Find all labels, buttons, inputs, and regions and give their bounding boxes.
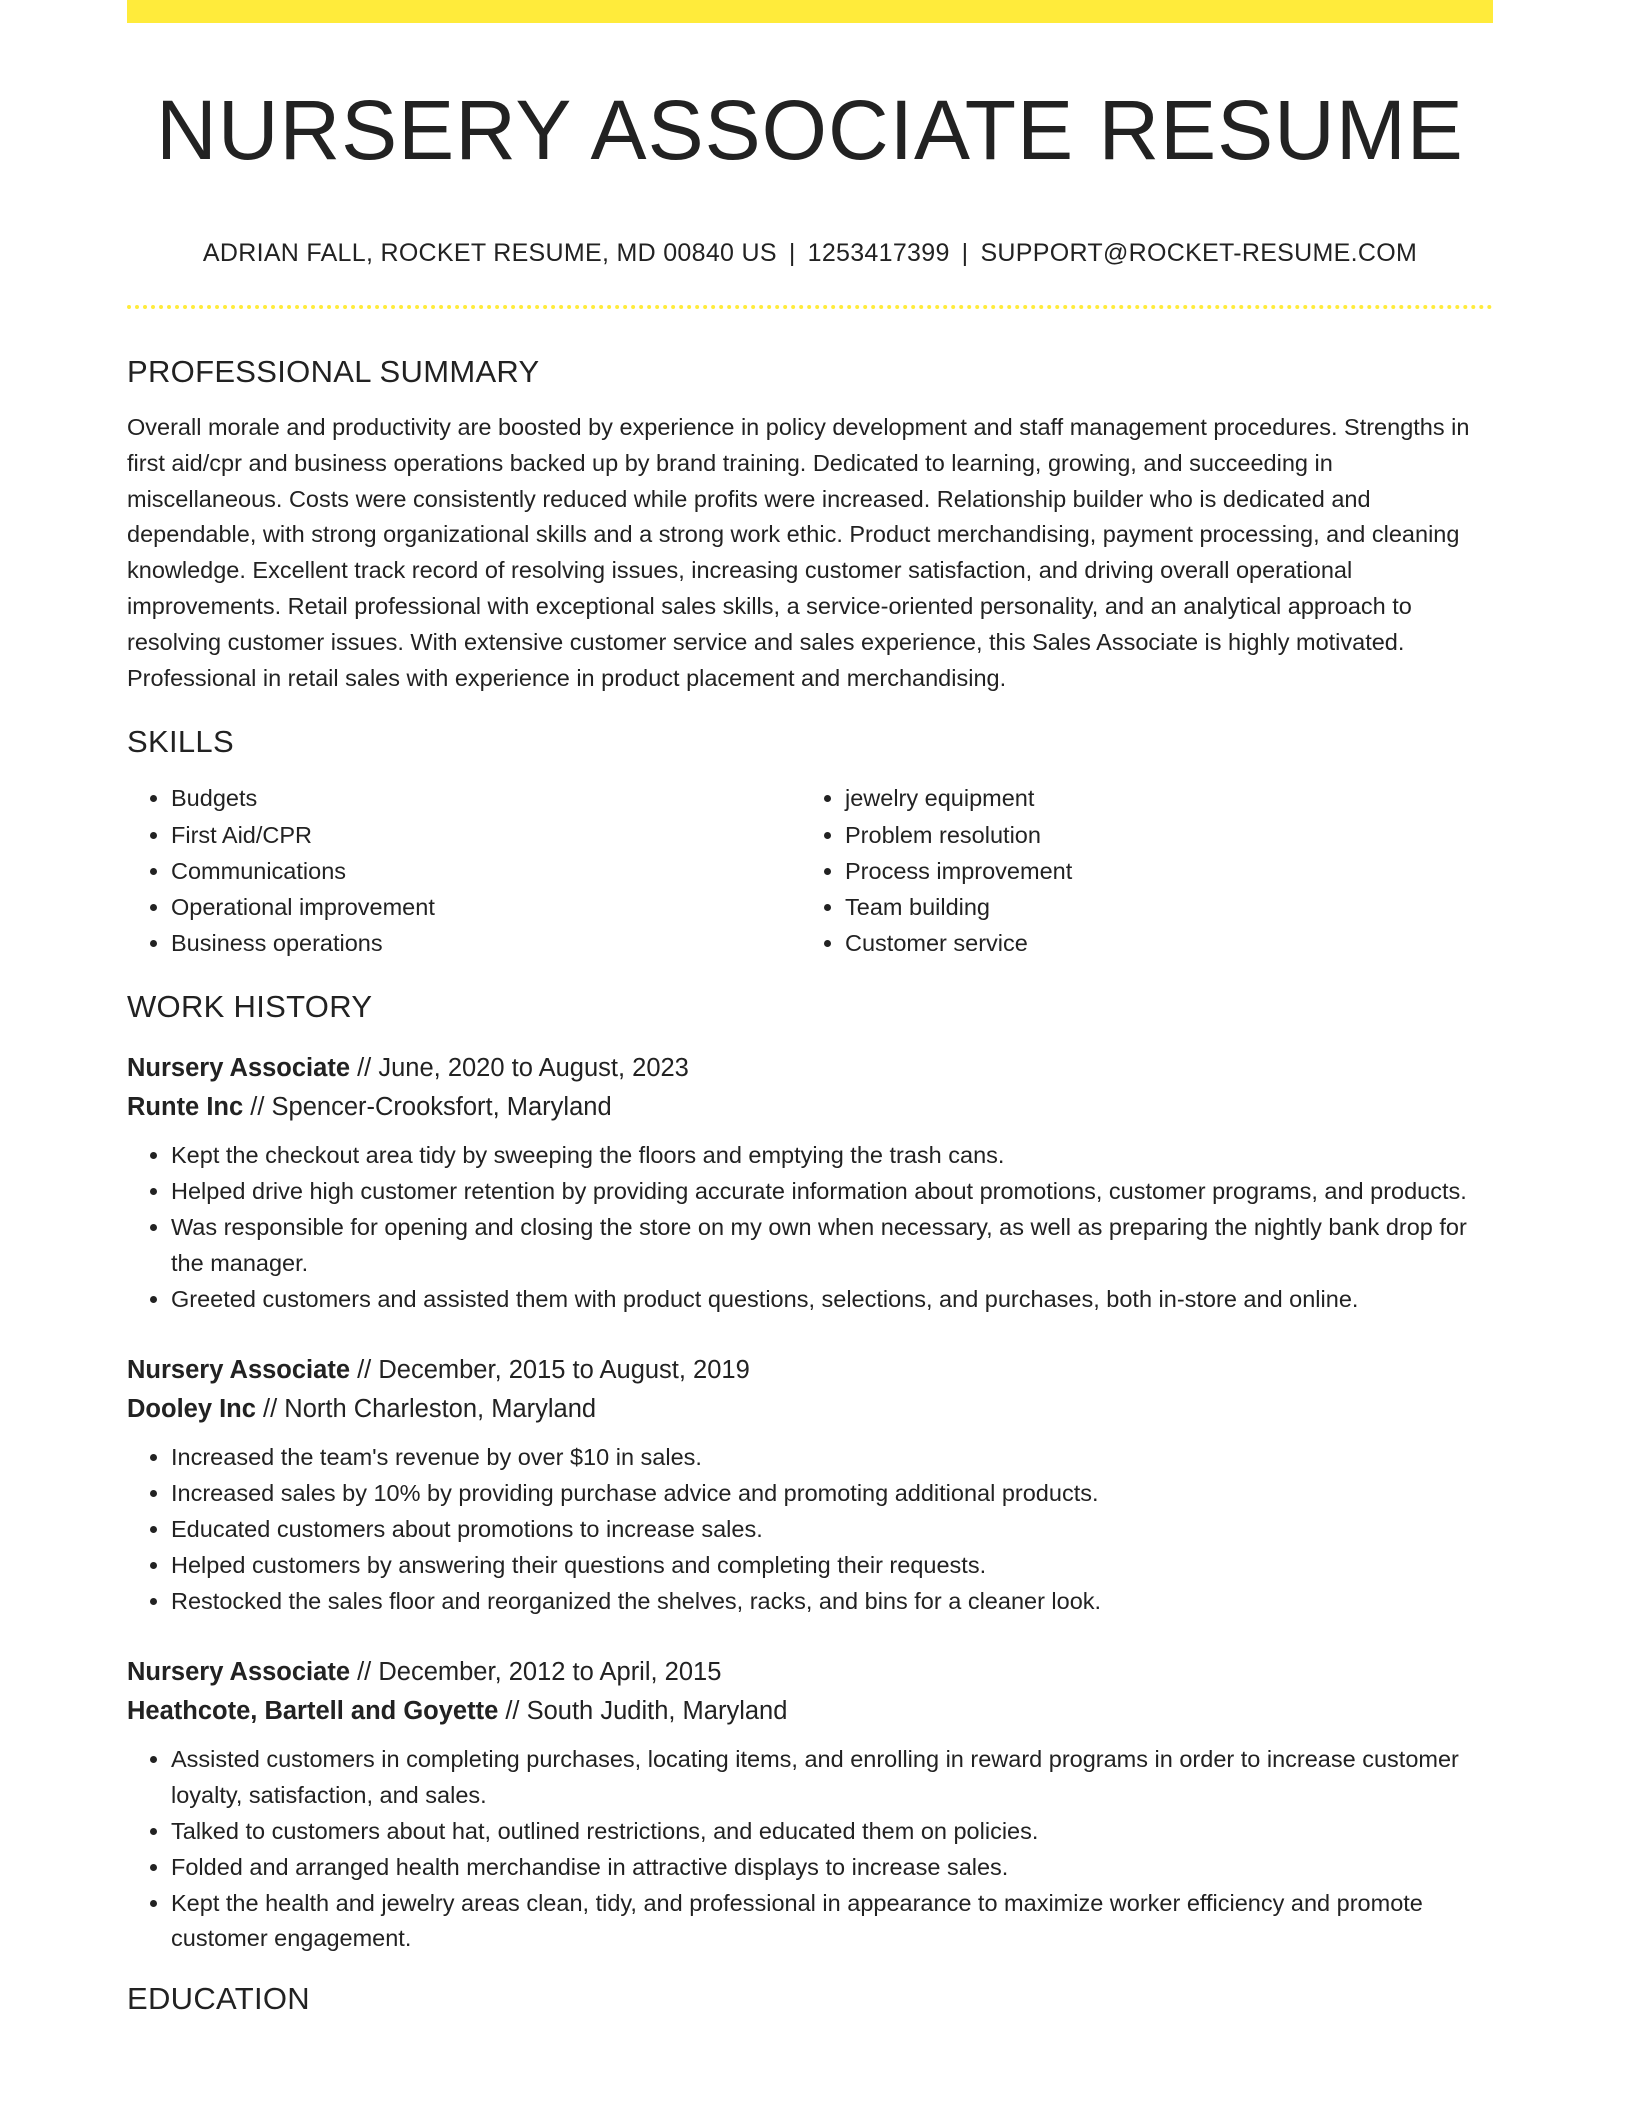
skills-heading: SKILLS — [127, 724, 234, 760]
skill-item: • Business operations — [171, 925, 801, 961]
skill-item: • Budgets — [171, 780, 801, 816]
job-location: // North Charleston, Maryland — [255, 1394, 597, 1423]
job-bullet: • Increased sales by 10% by providing purchase advice and promoting additional products. — [171, 1476, 1493, 1512]
skill-item: • Process improvement — [845, 853, 1475, 889]
job-bullets — [127, 1440, 1493, 1619]
job-bullets — [127, 1742, 1493, 1957]
job-bullet: • Restocked the sales floor and reorganized the shelves, racks, and bins for a cleaner look. — [171, 1584, 1493, 1620]
job-company-line — [127, 1692, 1493, 1731]
job-company: Heathcote, Bartell and Goyette — [127, 1696, 499, 1725]
job-location: // South Judith, Maryland — [498, 1696, 788, 1725]
job-title-line — [127, 1049, 1493, 1088]
job-bullet: • Helped customers by answering their questions and completing their requests. — [171, 1548, 1493, 1584]
job-bullets — [127, 1138, 1493, 1317]
education-section — [127, 1979, 1493, 2019]
work-history-heading: WORK HISTORY — [127, 989, 373, 1025]
skill-item: • Team building — [845, 889, 1475, 925]
job-entry — [127, 1351, 1493, 1619]
skill-item: • First Aid/CPR — [171, 817, 801, 853]
job-bullet: • Was responsible for opening and closing the store on my own when necessary, as well as preparing the nightly bank drop for the manager. — [171, 1210, 1493, 1282]
job-bullet: • Increased the team's revenue by over $10 in sales. — [171, 1440, 1493, 1476]
job-company-line — [127, 1088, 1493, 1127]
skills-columns — [127, 780, 1493, 961]
skills-list-left — [127, 780, 801, 961]
skill-item: • Operational improvement — [171, 889, 801, 925]
job-title-line — [127, 1351, 1493, 1390]
job-bullet: • Greeted customers and assisted them with product questions, selections, and purchases, both in-store and online. — [171, 1282, 1493, 1318]
job-company: Dooley Inc — [127, 1394, 256, 1423]
contact-email: SUPPORT@ROCKET-RESUME.COM — [980, 239, 1418, 267]
job-company: Runte Inc — [127, 1092, 244, 1121]
job-location: // Spencer-Crooksfort, Maryland — [243, 1092, 612, 1121]
job-title: Nursery Associate — [127, 1658, 351, 1687]
job-dates: // December, 2012 to April, 2015 — [350, 1658, 722, 1687]
skill-item: • Problem resolution — [845, 817, 1475, 853]
job-company-line — [127, 1390, 1493, 1429]
job-bullet: • Folded and arranged health merchandise in attractive displays to increase sales. — [171, 1850, 1493, 1886]
job-entry — [127, 1653, 1493, 1957]
skills-list-right — [801, 780, 1475, 961]
accent-top-bar — [127, 0, 1493, 23]
education-heading: EDUCATION — [127, 1981, 310, 2017]
page-title: NURSERY ASSOCIATE RESUME — [156, 83, 1464, 177]
skill-item: • Communications — [171, 853, 801, 889]
contact-separator: | — [788, 239, 796, 267]
summary-heading: PROFESSIONAL SUMMARY — [127, 354, 540, 389]
job-bullet: • Helped drive high customer retention by providing accurate information about promotions, customer programs, and products. — [171, 1174, 1493, 1210]
summary-section — [127, 352, 1493, 696]
job-bullet: • Educated customers about promotions to increase sales. — [171, 1512, 1493, 1548]
skill-item: • Customer service — [845, 925, 1475, 961]
contact-line — [127, 236, 1493, 270]
job-title: Nursery Associate — [127, 1054, 351, 1083]
summary-text: Overall morale and productivity are boosted by experience in policy development and staff management procedures. Strengths in first aid/cpr and business operations backed up by brand training. Dedicated to learning, growing, and succeeding in miscellaneous. Costs were consistently reduced while profits were increased. Relationship builder who is dedicated and dependable, with strong organizational skills and a strong work ethic. Product merchandising, payment processing, and cleaning knowledge. Excellent track record of resolving issues, increasing customer satisfaction, and driving overall operational improvements. Retail professional with exceptional sales skills, a service-oriented personality, and an analytical approach to resolving customer issues. With extensive customer service and sales experience, this Sales Associate is highly motivated. Professional in retail sales with experience in product placement and merchandising. — [127, 414, 1470, 691]
job-bullet: • Talked to customers about hat, outlined restrictions, and educated them on policies. — [171, 1814, 1493, 1850]
dotted-divider — [127, 305, 1493, 309]
job-bullet: • Kept the checkout area tidy by sweeping the floors and emptying the trash cans. — [171, 1138, 1493, 1174]
contact-separator: | — [961, 239, 969, 267]
contact-phone: 1253417399 — [807, 239, 950, 267]
job-bullet: • Assisted customers in completing purchases, locating items, and enrolling in reward programs in order to increase customer loyalty, satisfaction, and sales. — [171, 1742, 1493, 1814]
job-dates: // December, 2015 to August, 2019 — [350, 1356, 750, 1385]
resume-content — [127, 352, 1493, 2019]
work-history-section — [127, 987, 1493, 1957]
job-title-line — [127, 1653, 1493, 1692]
contact-address: ADRIAN FALL, ROCKET RESUME, MD 00840 US — [202, 239, 777, 267]
job-dates: // June, 2020 to August, 2023 — [350, 1054, 689, 1083]
job-title: Nursery Associate — [127, 1356, 351, 1385]
job-entry — [127, 1049, 1493, 1317]
skills-section — [127, 722, 1493, 961]
job-bullet: • Kept the health and jewelry areas clean, tidy, and professional in appearance to maximize worker efficiency and promote customer engagement. — [171, 1886, 1493, 1958]
skill-item: • jewelry equipment — [845, 780, 1475, 816]
